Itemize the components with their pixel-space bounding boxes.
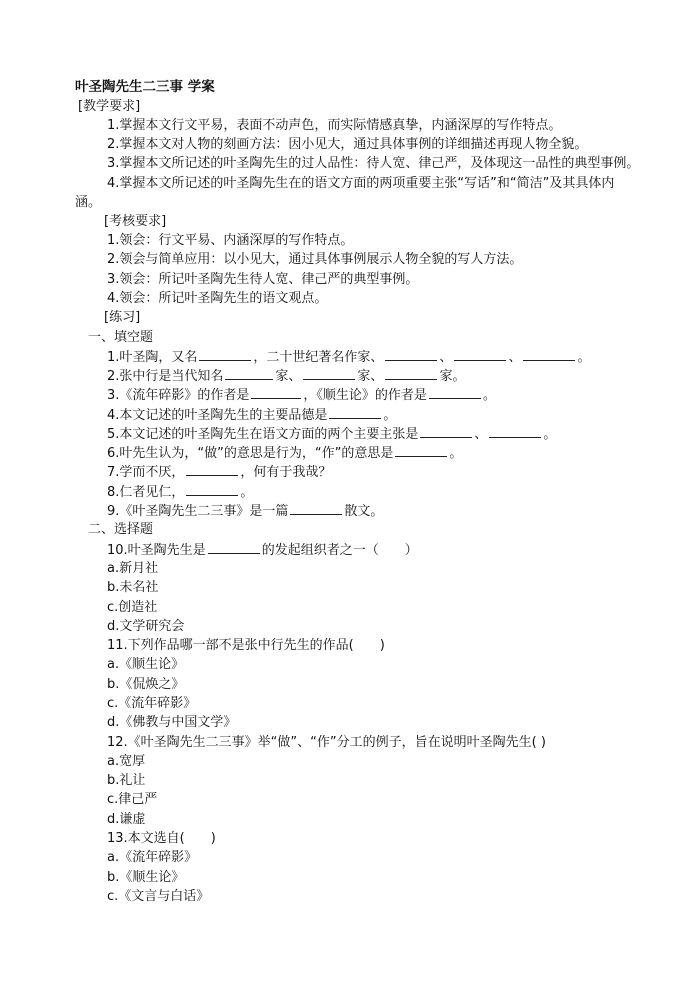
teaching-req-2: 2.掌握本文对人物的刻画方法：因小见大，通过具体事例的详细描述再现人物全貌。 [107, 137, 588, 152]
q10-text-a: 10.叶圣陶先生是 [107, 543, 206, 558]
teaching-req-4-cont: 涵。 [75, 195, 102, 210]
q8-text-b: 。 [240, 485, 254, 500]
q13-option-b[interactable]: b.《顺生论》 [107, 870, 185, 885]
teaching-req-heading: [教学要求] [78, 99, 141, 114]
document-title: 叶圣陶先生二三事 学案 [75, 79, 215, 95]
answer-blank[interactable] [199, 347, 251, 361]
fill-question-2 [107, 366, 465, 386]
fill-question-6 [107, 443, 462, 463]
fill-question-8 [107, 482, 253, 502]
q10-option-a[interactable]: a.新月社 [107, 561, 159, 576]
section2-heading: 二、选择题 [88, 522, 154, 537]
teaching-req-4: 4.掌握本文所记述的叶圣陶先生在的语文方面的两项重要主张“写话”和“简洁”及其具体内 [107, 176, 615, 191]
answer-blank[interactable] [251, 385, 301, 399]
q11-option-c[interactable]: c.《流年碎影》 [107, 696, 197, 711]
q12-option-a[interactable]: a.宽厚 [107, 754, 146, 769]
fill-question-7 [107, 462, 331, 482]
q10-option-d[interactable]: d.文学研究会 [107, 619, 185, 634]
q1-text-a: 1.叶圣陶，又名 [107, 350, 198, 365]
answer-blank[interactable] [186, 482, 238, 496]
q12-option-c[interactable]: c.律己严 [107, 792, 158, 807]
q10-option-c[interactable]: c.创造社 [107, 600, 158, 615]
answer-blank[interactable] [225, 366, 273, 380]
q6-text-a: 6.叶先生认为，“做”的意思是行为，“作”的意思是 [107, 446, 394, 461]
q6-text-b: 。 [449, 446, 463, 461]
q9-text-b: 散文。 [344, 504, 384, 519]
fill-question-5 [107, 424, 556, 444]
q1-text-e: 。 [577, 350, 591, 365]
choice-question-12: 12.《叶圣陶先生二三事》举“做”、“作”分工的例子，旨在说明叶圣陶先生( ) [107, 735, 546, 750]
q11-option-d[interactable]: d.《佛教与中国文学》 [107, 715, 237, 730]
choice-question-13: 13.本文选自( ) [107, 831, 216, 846]
q4-text-a: 4.本文记述的叶圣陶先生的主要品德是 [107, 408, 328, 423]
fill-question-9 [107, 501, 383, 521]
q5-text-c: 。 [543, 427, 557, 442]
exam-req-3: 3.领会：所记叶圣陶先生待人宽、律己严的典型事例。 [107, 272, 419, 287]
q12-option-d[interactable]: d.谦虚 [107, 812, 146, 827]
q13-option-a[interactable]: a.《流年碎影》 [107, 850, 198, 865]
q3-text-c: 。 [482, 388, 496, 403]
answer-blank[interactable] [290, 501, 342, 515]
answer-blank[interactable] [489, 424, 541, 438]
q2-text-a: 2.张中行是当代知名 [107, 369, 224, 384]
q2-text-d: 家。 [439, 369, 466, 384]
practice-heading: [练习] [104, 310, 141, 325]
exam-req-2: 2.领会与简单应用：以小见大，通过具体事例展示人物全貌的写人方法。 [107, 252, 523, 267]
q9-text-a: 9.《叶圣陶先生二三事》是一篇 [107, 504, 289, 519]
q5-text-b: 、 [474, 427, 488, 442]
answer-blank[interactable] [303, 366, 355, 380]
q2-text-b: 家、 [275, 369, 302, 384]
q10-text-b: 的发起组织者之一（ ） [261, 543, 418, 558]
exam-req-1: 1.领会：行文平易、内涵深厚的写作特点。 [107, 233, 354, 248]
q11-option-a[interactable]: a.《顺生论》 [107, 657, 185, 672]
answer-blank[interactable] [329, 405, 381, 419]
q12-option-b[interactable]: b.礼让 [107, 773, 146, 788]
q10-option-b[interactable]: b.未名社 [107, 580, 159, 595]
q1-text-b: ，二十世纪著名作家、 [253, 350, 384, 365]
answer-blank[interactable] [429, 385, 481, 399]
fill-question-3 [107, 385, 496, 405]
q8-text-a: 8.仁者见仁， [107, 485, 185, 500]
choice-question-10 [107, 540, 418, 560]
exam-req-heading: [考核要求] [104, 214, 167, 229]
answer-blank[interactable] [385, 366, 437, 380]
q13-option-c[interactable]: c.《文言与白话》 [107, 889, 210, 904]
q1-text-d: 、 [508, 350, 522, 365]
section1-heading: 一、填空题 [88, 330, 154, 345]
q3-text-a: 3.《流年碎影》的作者是 [107, 388, 250, 403]
fill-question-4 [107, 405, 396, 425]
q2-text-c: 家、 [357, 369, 384, 384]
q11-option-b[interactable]: b.《侃焕之》 [107, 677, 185, 692]
answer-blank[interactable] [186, 462, 238, 476]
choice-question-11: 11.下列作品哪一部不是张中行先生的作品( ) [107, 638, 385, 653]
q1-text-c: 、 [439, 350, 453, 365]
answer-blank[interactable] [208, 540, 260, 554]
q4-text-b: 。 [383, 408, 397, 423]
answer-blank[interactable] [454, 347, 506, 361]
answer-blank[interactable] [385, 347, 437, 361]
q5-text-a: 5.本文记述的叶圣陶先生在语文方面的两个主要主张是 [107, 427, 419, 442]
teaching-req-3: 3.掌握本文所记述的叶圣陶先生的过人品性：待人宽、律己严，及体现这一品性的典型事例。 [107, 156, 640, 171]
q3-text-b: ，《顺生论》的作者是 [303, 388, 427, 403]
fill-question-1 [107, 347, 590, 367]
teaching-req-1: 1.掌握本文行文平易，表面不动声色，而实际情感真挚，内涵深厚的写作特点。 [107, 118, 562, 133]
answer-blank[interactable] [420, 424, 472, 438]
q7-text-b: ，何有于我哉？ [240, 465, 332, 480]
answer-blank[interactable] [523, 347, 575, 361]
q7-text-a: 7.学而不厌， [107, 465, 185, 480]
exam-req-4: 4.领会：所记叶圣陶先生的语文观点。 [107, 291, 328, 306]
answer-blank[interactable] [395, 443, 447, 457]
